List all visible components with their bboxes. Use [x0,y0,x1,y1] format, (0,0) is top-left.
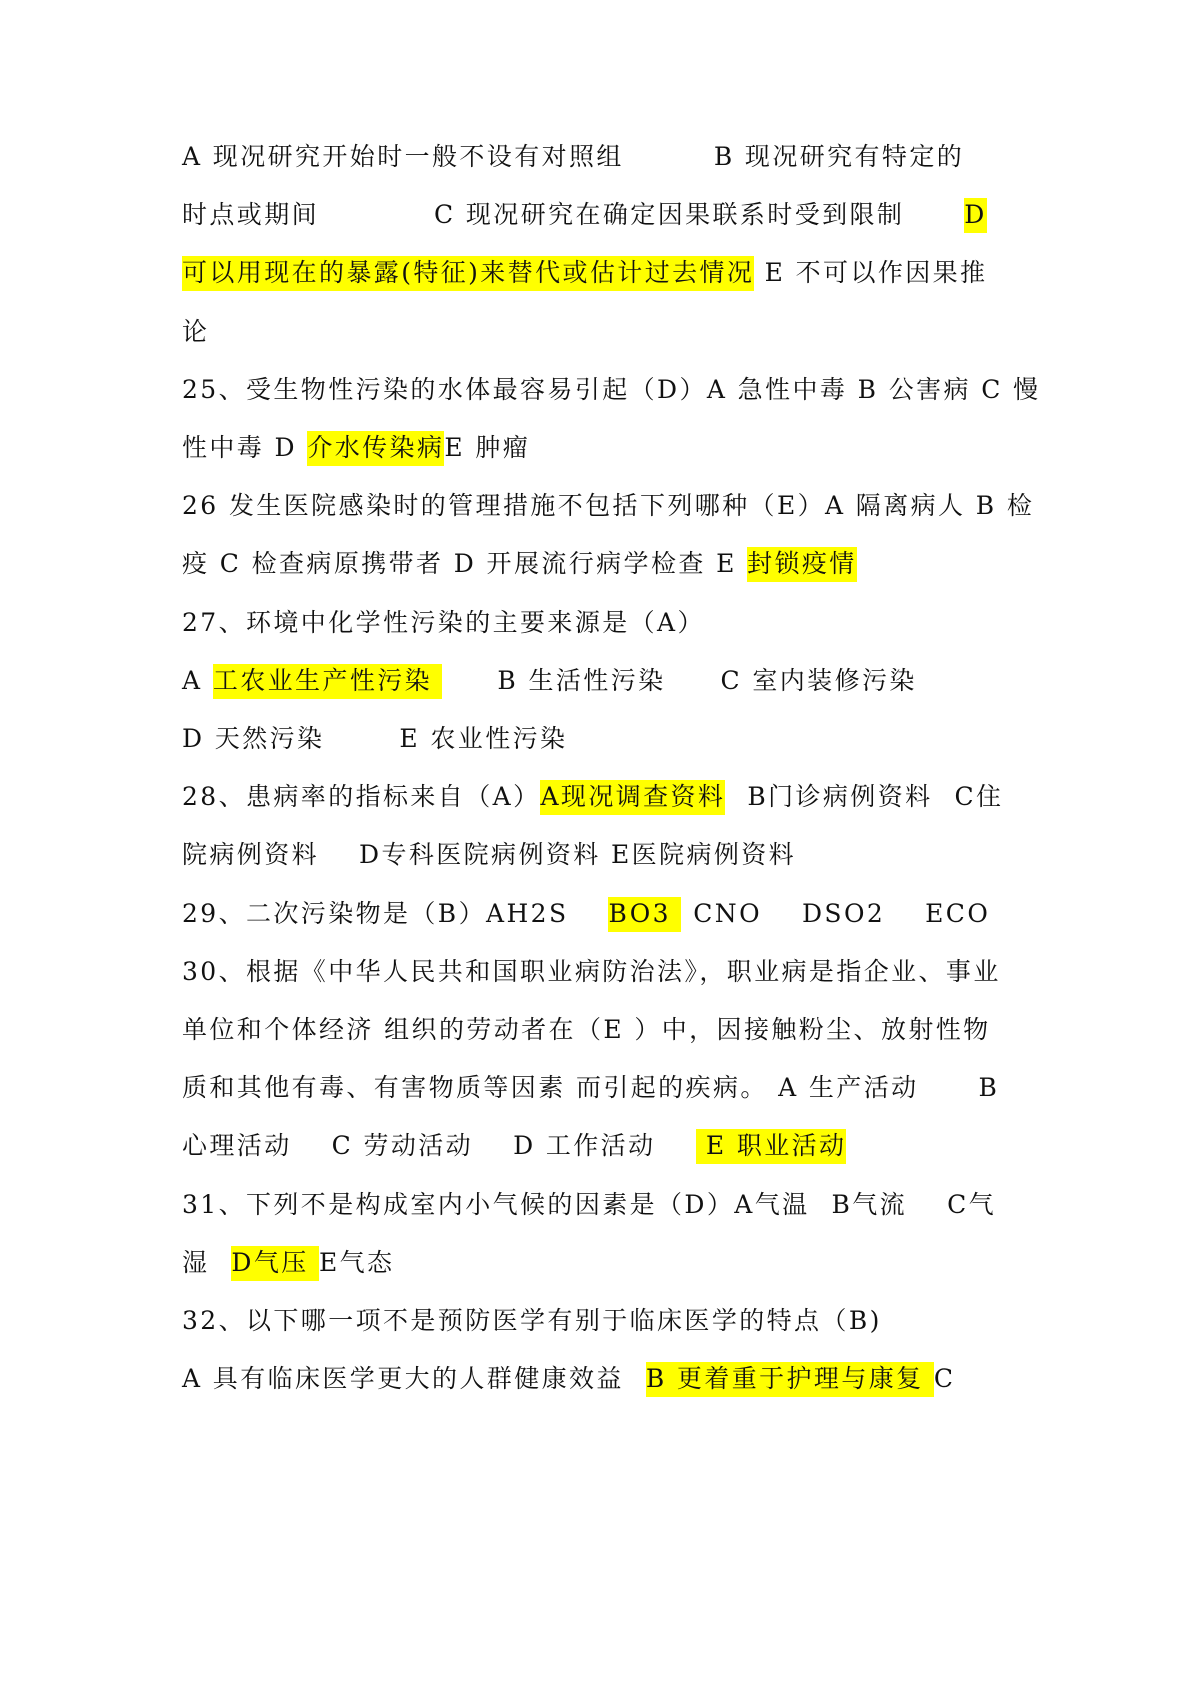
text-run: DSO2 [801,898,886,928]
text-line [182,835,1022,875]
text-run: B门诊病例资料 [747,782,933,812]
text-run: C 室内装修污染 [720,665,917,695]
text-run: A [182,665,213,695]
text-line [182,777,1022,817]
text-run: D 天然污染 [182,724,325,753]
text-run: D 工作活动 [513,1131,656,1161]
highlighted-answer: E 职业活动 [696,1129,847,1164]
text-run: 质和其他有毒、有害物质等因素 而引起的疾病。 A 生产活动 [182,1073,919,1103]
text-run: 疫 C 检查病原携带者 D 开展流行病学检查 E [182,549,748,579]
text-run: CNO [693,898,762,928]
text-line [182,1126,1022,1166]
text-line [182,195,1022,235]
text-line [182,661,1022,701]
text-line [182,603,1022,643]
text-run: D专科医院病例资料 E医院病例资料 [359,840,797,870]
text-line [182,253,1022,293]
text-line [182,428,1022,468]
highlighted-answer: 工农业生产性污染 [213,664,443,699]
text-run: 时点或期间 [182,200,320,230]
highlighted-answer: B 更着重于护理与康复 [646,1362,934,1397]
text-run: E 不可以作因果推 [754,258,988,288]
text-line [182,370,1041,410]
highlighted-answer: 介水传染病 [307,431,444,466]
highlighted-answer: BO3 [608,897,681,932]
text-run: 论 [182,316,210,346]
text-run: E 肿瘤 [444,433,531,462]
text-run: C 劳动活动 [331,1131,474,1161]
text-run: A 现况研究开始时一般不设有对照组 [182,142,624,171]
text-run: 单位和个体经济 组织的劳动者在（E ）中，因接触粉尘、放射性物 [182,1015,991,1044]
text-run: 32、以下哪一项不是预防医学有别于临床医学的特点（B) [182,1306,882,1335]
text-run: 31、下列不是构成室内小气候的因素是（D）A气温 [182,1189,810,1219]
text-line [182,1010,1022,1050]
text-line [182,1068,1022,1108]
text-line [182,1185,1022,1225]
text-line [182,1243,1022,1283]
text-run: B气流 [831,1189,908,1219]
text-line [182,312,1022,352]
highlighted-answer: D气压 [231,1246,319,1281]
text-run: C [933,1364,956,1394]
text-run: A 具有临床医学更大的人群健康效益 [182,1364,624,1394]
text-line [182,1301,1022,1341]
text-run: E 农业性污染 [399,724,568,753]
text-line [182,894,1022,934]
text-run: C 现况研究在确定因果联系时受到限制 [434,200,905,230]
text-run: 26 发生医院感染时的管理措施不包括下列哪种（E）A 隔离病人 B 检 [182,491,1035,521]
text-run: 心理活动 [182,1131,292,1161]
text-run: 30、根据《中华人民共和国职业病防治法》，职业病是指企业、事业 [182,956,1001,986]
text-line [182,486,1035,526]
text-run: 29、二次污染物是（B）AH2S [182,898,569,928]
text-run: B 现况研究有特定的 [713,142,965,171]
highlighted-answer: 可以用现在的暴露(特征)来替代或估计过去情况 [182,256,754,291]
highlighted-answer: 封锁疫情 [747,547,857,582]
text-run: 25、受生物性污染的水体最容易引起（D）A 急性中毒 B 公害病 C 慢 [182,374,1041,404]
text-run: C住 [954,782,1004,812]
text-run: C气 [947,1189,997,1219]
text-line [182,719,1022,759]
text-run: B [978,1073,1000,1103]
text-run: B 生活性污染 [497,665,666,695]
text-line [182,1359,1022,1399]
highlighted-answer: D [964,198,986,233]
text-run: 湿 [182,1247,210,1277]
text-run: 院病例资料 [182,840,320,870]
text-line [182,137,1022,177]
text-run: 性中毒 D [182,433,308,462]
text-run: E气态 [319,1247,395,1277]
text-run: 28、患病率的指标来自（A） [182,782,541,812]
text-run: ECO [925,898,991,928]
text-run: 27、环境中化学性污染的主要来源是（A） [182,607,705,637]
text-line [182,952,1022,992]
highlighted-answer: A现况调查资料 [540,780,725,815]
text-line [182,544,1022,584]
